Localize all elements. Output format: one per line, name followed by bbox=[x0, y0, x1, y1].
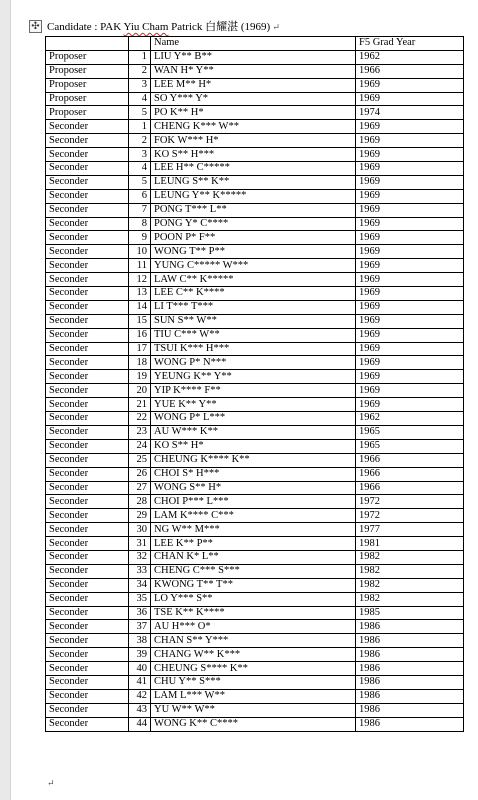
num-cell[interactable]: 6 bbox=[129, 189, 151, 203]
role-cell[interactable]: Seconder bbox=[46, 398, 129, 412]
name-cell[interactable]: WONG T** P** bbox=[151, 245, 356, 259]
role-cell[interactable]: Seconder bbox=[46, 328, 129, 342]
num-cell[interactable]: 2 bbox=[129, 64, 151, 78]
table-row bbox=[46, 620, 464, 634]
year-cell[interactable]: 1972 bbox=[356, 495, 464, 509]
name-cell[interactable]: CHOI S* H*** bbox=[151, 467, 356, 481]
role-cell[interactable]: Seconder bbox=[46, 370, 129, 384]
num-cell[interactable]: 16 bbox=[129, 328, 151, 342]
role-cell[interactable]: Seconder bbox=[46, 356, 129, 370]
name-cell[interactable]: WONG S** H* bbox=[151, 481, 356, 495]
table-row bbox=[46, 134, 464, 148]
year-cell[interactable]: 1986 bbox=[356, 703, 464, 717]
year-cell[interactable]: 1982 bbox=[356, 564, 464, 578]
year-cell[interactable]: 1986 bbox=[356, 634, 464, 648]
table-row bbox=[46, 148, 464, 162]
name-cell[interactable]: LEUNG S** K** bbox=[151, 175, 356, 189]
num-cell[interactable]: 3 bbox=[129, 78, 151, 92]
num-cell[interactable]: 27 bbox=[129, 481, 151, 495]
table-row bbox=[46, 398, 464, 412]
num-cell[interactable]: 15 bbox=[129, 314, 151, 328]
table-row bbox=[46, 717, 464, 731]
role-cell[interactable]: Seconder bbox=[46, 703, 129, 717]
num-cell[interactable]: 29 bbox=[129, 509, 151, 523]
year-cell[interactable]: 1966 bbox=[356, 467, 464, 481]
role-cell[interactable]: Seconder bbox=[46, 342, 129, 356]
table-row bbox=[46, 606, 464, 620]
table-row bbox=[46, 314, 464, 328]
page-left-edge bbox=[0, 0, 11, 800]
role-cell[interactable]: Seconder bbox=[46, 592, 129, 606]
role-cell[interactable]: Seconder bbox=[46, 203, 129, 217]
table-row bbox=[46, 106, 464, 120]
year-cell[interactable]: 1969 bbox=[356, 175, 464, 189]
name-cell[interactable]: LAM K**** C*** bbox=[151, 509, 356, 523]
num-cell[interactable]: 44 bbox=[129, 717, 151, 731]
table-row bbox=[46, 537, 464, 551]
name-cell[interactable]: LEUNG Y** K***** bbox=[151, 189, 356, 203]
num-cell[interactable]: 28 bbox=[129, 495, 151, 509]
table-row bbox=[46, 439, 464, 453]
table-row bbox=[46, 689, 464, 703]
name-cell[interactable]: YU W** W** bbox=[151, 703, 356, 717]
role-cell[interactable]: Seconder bbox=[46, 495, 129, 509]
name-cell[interactable]: CHENG C*** S*** bbox=[151, 564, 356, 578]
role-cell[interactable]: Seconder bbox=[46, 425, 129, 439]
role-cell[interactable]: Seconder bbox=[46, 300, 129, 314]
year-cell[interactable]: 1969 bbox=[356, 92, 464, 106]
table-row bbox=[46, 453, 464, 467]
role-cell[interactable]: Proposer bbox=[46, 50, 129, 64]
num-cell[interactable]: 21 bbox=[129, 398, 151, 412]
table-row bbox=[46, 425, 464, 439]
num-cell[interactable]: 34 bbox=[129, 578, 151, 592]
table-row bbox=[46, 634, 464, 648]
role-cell[interactable]: Proposer bbox=[46, 106, 129, 120]
num-cell[interactable]: 22 bbox=[129, 412, 151, 426]
role-cell[interactable]: Seconder bbox=[46, 148, 129, 162]
year-cell[interactable]: 1966 bbox=[356, 453, 464, 467]
num-cell[interactable]: 31 bbox=[129, 537, 151, 551]
table-row bbox=[46, 175, 464, 189]
header-role-cell[interactable] bbox=[46, 37, 129, 51]
table-row bbox=[46, 675, 464, 689]
num-cell[interactable]: 33 bbox=[129, 564, 151, 578]
num-cell[interactable]: 35 bbox=[129, 592, 151, 606]
name-cell[interactable]: YUNG C***** W*** bbox=[151, 259, 356, 273]
role-cell[interactable]: Seconder bbox=[46, 314, 129, 328]
nomination-table bbox=[45, 36, 464, 732]
role-cell[interactable]: Seconder bbox=[46, 245, 129, 259]
name-cell[interactable]: WONG P* N*** bbox=[151, 356, 356, 370]
num-cell[interactable]: 13 bbox=[129, 287, 151, 301]
table-row bbox=[46, 231, 464, 245]
role-cell[interactable]: Seconder bbox=[46, 217, 129, 231]
num-cell[interactable]: 8 bbox=[129, 217, 151, 231]
year-cell[interactable]: 1969 bbox=[356, 342, 464, 356]
header-name-cell[interactable]: Name bbox=[151, 37, 356, 51]
role-cell[interactable]: Seconder bbox=[46, 689, 129, 703]
name-cell[interactable]: YEUNG K** Y** bbox=[151, 370, 356, 384]
table-row bbox=[46, 564, 464, 578]
name-cell[interactable]: LEE M** H* bbox=[151, 78, 356, 92]
year-cell[interactable]: 1986 bbox=[356, 717, 464, 731]
year-cell[interactable]: 1969 bbox=[356, 162, 464, 176]
role-cell[interactable]: Seconder bbox=[46, 134, 129, 148]
table-row bbox=[46, 592, 464, 606]
role-cell[interactable]: Seconder bbox=[46, 717, 129, 731]
table-row bbox=[46, 356, 464, 370]
role-cell[interactable]: Seconder bbox=[46, 523, 129, 537]
year-cell[interactable]: 1969 bbox=[356, 300, 464, 314]
name-cell[interactable]: CHENG K*** W** bbox=[151, 120, 356, 134]
year-cell[interactable]: 1969 bbox=[356, 189, 464, 203]
table-row bbox=[46, 189, 464, 203]
table-row bbox=[46, 495, 464, 509]
year-cell[interactable]: 1982 bbox=[356, 550, 464, 564]
table-row bbox=[46, 162, 464, 176]
table-row bbox=[46, 245, 464, 259]
end-paragraph-mark-icon: ↵ bbox=[47, 778, 55, 788]
header-year-cell[interactable]: F5 Grad Year bbox=[356, 37, 464, 51]
num-cell[interactable]: 17 bbox=[129, 342, 151, 356]
year-cell[interactable]: 1969 bbox=[356, 245, 464, 259]
name-cell[interactable]: WONG K** C**** bbox=[151, 717, 356, 731]
year-cell[interactable]: 1969 bbox=[356, 314, 464, 328]
role-cell[interactable]: Proposer bbox=[46, 64, 129, 78]
role-cell[interactable]: Seconder bbox=[46, 662, 129, 676]
role-cell[interactable]: Seconder bbox=[46, 439, 129, 453]
name-cell[interactable]: NG W** M*** bbox=[151, 523, 356, 537]
name-cell[interactable]: PO K** H* bbox=[151, 106, 356, 120]
year-cell[interactable]: 1972 bbox=[356, 509, 464, 523]
role-cell[interactable]: Seconder bbox=[46, 453, 129, 467]
year-cell[interactable]: 1969 bbox=[356, 231, 464, 245]
year-cell[interactable]: 1969 bbox=[356, 328, 464, 342]
name-cell[interactable]: LAW C** K***** bbox=[151, 273, 356, 287]
year-cell[interactable]: 1969 bbox=[356, 287, 464, 301]
num-cell[interactable]: 32 bbox=[129, 550, 151, 564]
num-cell[interactable]: 41 bbox=[129, 675, 151, 689]
year-cell[interactable]: 1962 bbox=[356, 412, 464, 426]
table-row bbox=[46, 203, 464, 217]
name-cell[interactable]: TIU C*** W** bbox=[151, 328, 356, 342]
table-row bbox=[46, 703, 464, 717]
name-cell[interactable]: CHANG W** K*** bbox=[151, 648, 356, 662]
name-cell[interactable]: WONG P* L*** bbox=[151, 412, 356, 426]
role-cell[interactable]: Seconder bbox=[46, 537, 129, 551]
table-row bbox=[46, 550, 464, 564]
name-cell[interactable]: PONG T*** L** bbox=[151, 203, 356, 217]
table-row bbox=[46, 50, 464, 64]
role-cell[interactable]: Seconder bbox=[46, 162, 129, 176]
year-cell[interactable]: 1982 bbox=[356, 578, 464, 592]
paragraph-mark-icon: ↵ bbox=[270, 22, 280, 32]
num-cell[interactable]: 3 bbox=[129, 148, 151, 162]
name-cell[interactable]: LIU Y** B** bbox=[151, 50, 356, 64]
name-cell[interactable]: POON P* F** bbox=[151, 231, 356, 245]
table-row bbox=[46, 259, 464, 273]
role-cell[interactable]: Seconder bbox=[46, 175, 129, 189]
name-cell[interactable]: LEE C** K**** bbox=[151, 287, 356, 301]
role-cell[interactable]: Seconder bbox=[46, 634, 129, 648]
num-cell[interactable]: 38 bbox=[129, 634, 151, 648]
name-cell[interactable]: TSE K** K**** bbox=[151, 606, 356, 620]
name-cell[interactable]: AU W*** K** bbox=[151, 425, 356, 439]
name-cell[interactable]: CHAN S** Y*** bbox=[151, 634, 356, 648]
table-row bbox=[46, 287, 464, 301]
year-cell[interactable]: 1986 bbox=[356, 620, 464, 634]
num-cell[interactable]: 10 bbox=[129, 245, 151, 259]
name-cell[interactable]: YUE K** Y** bbox=[151, 398, 356, 412]
num-cell[interactable]: 40 bbox=[129, 662, 151, 676]
role-cell[interactable]: Seconder bbox=[46, 467, 129, 481]
year-cell[interactable]: 1969 bbox=[356, 78, 464, 92]
num-cell[interactable]: 30 bbox=[129, 523, 151, 537]
role-cell[interactable]: Seconder bbox=[46, 606, 129, 620]
name-cell[interactable]: CHEUNG S**** K** bbox=[151, 662, 356, 676]
name-cell[interactable]: KO S** H*** bbox=[151, 148, 356, 162]
role-cell[interactable]: Seconder bbox=[46, 481, 129, 495]
name-cell[interactable]: SUN S** W** bbox=[151, 314, 356, 328]
num-cell[interactable]: 1 bbox=[129, 120, 151, 134]
year-cell[interactable]: 1974 bbox=[356, 106, 464, 120]
num-cell[interactable]: 4 bbox=[129, 92, 151, 106]
table-row bbox=[46, 509, 464, 523]
year-cell[interactable]: 1977 bbox=[356, 523, 464, 537]
num-cell[interactable]: 20 bbox=[129, 384, 151, 398]
table-row bbox=[46, 481, 464, 495]
name-cell[interactable]: CHU Y** S*** bbox=[151, 675, 356, 689]
name-cell[interactable]: LO Y*** S** bbox=[151, 592, 356, 606]
name-cell[interactable]: LI T*** T*** bbox=[151, 300, 356, 314]
name-cell[interactable]: PONG Y* C**** bbox=[151, 217, 356, 231]
table-row bbox=[46, 578, 464, 592]
role-cell[interactable]: Seconder bbox=[46, 620, 129, 634]
name-cell[interactable]: FOK W*** H* bbox=[151, 134, 356, 148]
role-cell[interactable]: Seconder bbox=[46, 273, 129, 287]
num-cell[interactable]: 26 bbox=[129, 467, 151, 481]
table-row bbox=[46, 662, 464, 676]
year-cell[interactable]: 1986 bbox=[356, 648, 464, 662]
num-cell[interactable]: 24 bbox=[129, 439, 151, 453]
table-row bbox=[46, 412, 464, 426]
year-cell[interactable]: 1969 bbox=[356, 273, 464, 287]
num-cell[interactable]: 25 bbox=[129, 453, 151, 467]
name-cell[interactable]: LAM L*** W** bbox=[151, 689, 356, 703]
num-cell[interactable]: 4 bbox=[129, 162, 151, 176]
role-cell[interactable]: Seconder bbox=[46, 564, 129, 578]
table-row bbox=[46, 64, 464, 78]
table-row bbox=[46, 370, 464, 384]
year-cell[interactable]: 1969 bbox=[356, 356, 464, 370]
role-cell[interactable]: Seconder bbox=[46, 189, 129, 203]
num-cell[interactable]: 43 bbox=[129, 703, 151, 717]
num-cell[interactable]: 9 bbox=[129, 231, 151, 245]
role-cell[interactable]: Seconder bbox=[46, 287, 129, 301]
year-cell[interactable]: 1969 bbox=[356, 134, 464, 148]
table-row bbox=[46, 217, 464, 231]
header-num-cell[interactable] bbox=[129, 37, 151, 51]
role-cell[interactable]: Seconder bbox=[46, 648, 129, 662]
year-cell[interactable]: 1969 bbox=[356, 398, 464, 412]
table-row bbox=[46, 384, 464, 398]
year-cell[interactable]: 1969 bbox=[356, 384, 464, 398]
year-cell[interactable]: 1969 bbox=[356, 370, 464, 384]
year-cell[interactable]: 1962 bbox=[356, 50, 464, 64]
table-row bbox=[46, 467, 464, 481]
role-cell[interactable]: Seconder bbox=[46, 384, 129, 398]
title-underlined-name: Yiu Cham bbox=[123, 21, 169, 33]
table-header-row bbox=[46, 37, 464, 51]
name-cell[interactable]: SO Y*** Y* bbox=[151, 92, 356, 106]
num-cell[interactable]: 18 bbox=[129, 356, 151, 370]
year-cell[interactable]: 1969 bbox=[356, 259, 464, 273]
name-cell[interactable]: KWONG T** T** bbox=[151, 578, 356, 592]
num-cell[interactable]: 39 bbox=[129, 648, 151, 662]
name-cell[interactable]: LEE H** C***** bbox=[151, 162, 356, 176]
num-cell[interactable]: 2 bbox=[129, 134, 151, 148]
year-cell[interactable]: 1969 bbox=[356, 120, 464, 134]
role-cell[interactable]: Seconder bbox=[46, 578, 129, 592]
candidate-title bbox=[47, 20, 280, 34]
year-cell[interactable]: 1986 bbox=[356, 662, 464, 676]
year-cell[interactable]: 1969 bbox=[356, 217, 464, 231]
name-cell[interactable]: CHAN K* L** bbox=[151, 550, 356, 564]
table-row bbox=[46, 342, 464, 356]
table-row bbox=[46, 648, 464, 662]
role-cell[interactable]: Seconder bbox=[46, 675, 129, 689]
table-row bbox=[46, 328, 464, 342]
name-cell[interactable]: CHOI P*** L*** bbox=[151, 495, 356, 509]
name-cell[interactable]: CHEUNG K**** K** bbox=[151, 453, 356, 467]
name-cell[interactable]: YIP K**** F** bbox=[151, 384, 356, 398]
name-cell[interactable]: LEE K** P** bbox=[151, 537, 356, 551]
title-rest: Patrick 白耀湛 (1969) bbox=[168, 21, 271, 33]
table-row bbox=[46, 300, 464, 314]
role-cell[interactable]: Seconder bbox=[46, 509, 129, 523]
table-row bbox=[46, 273, 464, 287]
name-cell[interactable]: KO S** H* bbox=[151, 439, 356, 453]
year-cell[interactable]: 1969 bbox=[356, 148, 464, 162]
role-cell[interactable]: Seconder bbox=[46, 120, 129, 134]
name-cell[interactable]: TSUI K*** H*** bbox=[151, 342, 356, 356]
num-cell[interactable]: 12 bbox=[129, 273, 151, 287]
num-cell[interactable]: 5 bbox=[129, 106, 151, 120]
year-cell[interactable]: 1965 bbox=[356, 425, 464, 439]
year-cell[interactable]: 1986 bbox=[356, 689, 464, 703]
year-cell[interactable]: 1982 bbox=[356, 592, 464, 606]
year-cell[interactable]: 1966 bbox=[356, 481, 464, 495]
role-cell[interactable]: Seconder bbox=[46, 231, 129, 245]
role-cell[interactable]: Proposer bbox=[46, 78, 129, 92]
num-cell[interactable]: 1 bbox=[129, 50, 151, 64]
num-cell[interactable]: 7 bbox=[129, 203, 151, 217]
table-row bbox=[46, 78, 464, 92]
year-cell[interactable]: 1966 bbox=[356, 64, 464, 78]
num-cell[interactable]: 19 bbox=[129, 370, 151, 384]
year-cell[interactable]: 1981 bbox=[356, 537, 464, 551]
table-row bbox=[46, 92, 464, 106]
num-cell[interactable]: 23 bbox=[129, 425, 151, 439]
num-cell[interactable]: 37 bbox=[129, 620, 151, 634]
role-cell[interactable]: Proposer bbox=[46, 92, 129, 106]
year-cell[interactable]: 1969 bbox=[356, 203, 464, 217]
num-cell[interactable]: 36 bbox=[129, 606, 151, 620]
role-cell[interactable]: Seconder bbox=[46, 550, 129, 564]
num-cell[interactable]: 5 bbox=[129, 175, 151, 189]
role-cell[interactable]: Seconder bbox=[46, 259, 129, 273]
year-cell[interactable]: 1985 bbox=[356, 606, 464, 620]
year-cell[interactable]: 1965 bbox=[356, 439, 464, 453]
role-cell[interactable]: Seconder bbox=[46, 412, 129, 426]
table-row bbox=[46, 523, 464, 537]
num-cell[interactable]: 42 bbox=[129, 689, 151, 703]
num-cell[interactable]: 11 bbox=[129, 259, 151, 273]
year-cell[interactable]: 1986 bbox=[356, 675, 464, 689]
num-cell[interactable]: 14 bbox=[129, 300, 151, 314]
table-move-handle-icon[interactable]: ✣ bbox=[29, 20, 42, 33]
table-row bbox=[46, 120, 464, 134]
title-prefix: Candidate : PAK bbox=[47, 21, 124, 33]
name-cell[interactable]: AU H*** O* bbox=[151, 620, 356, 634]
name-cell[interactable]: WAN H* Y** bbox=[151, 64, 356, 78]
